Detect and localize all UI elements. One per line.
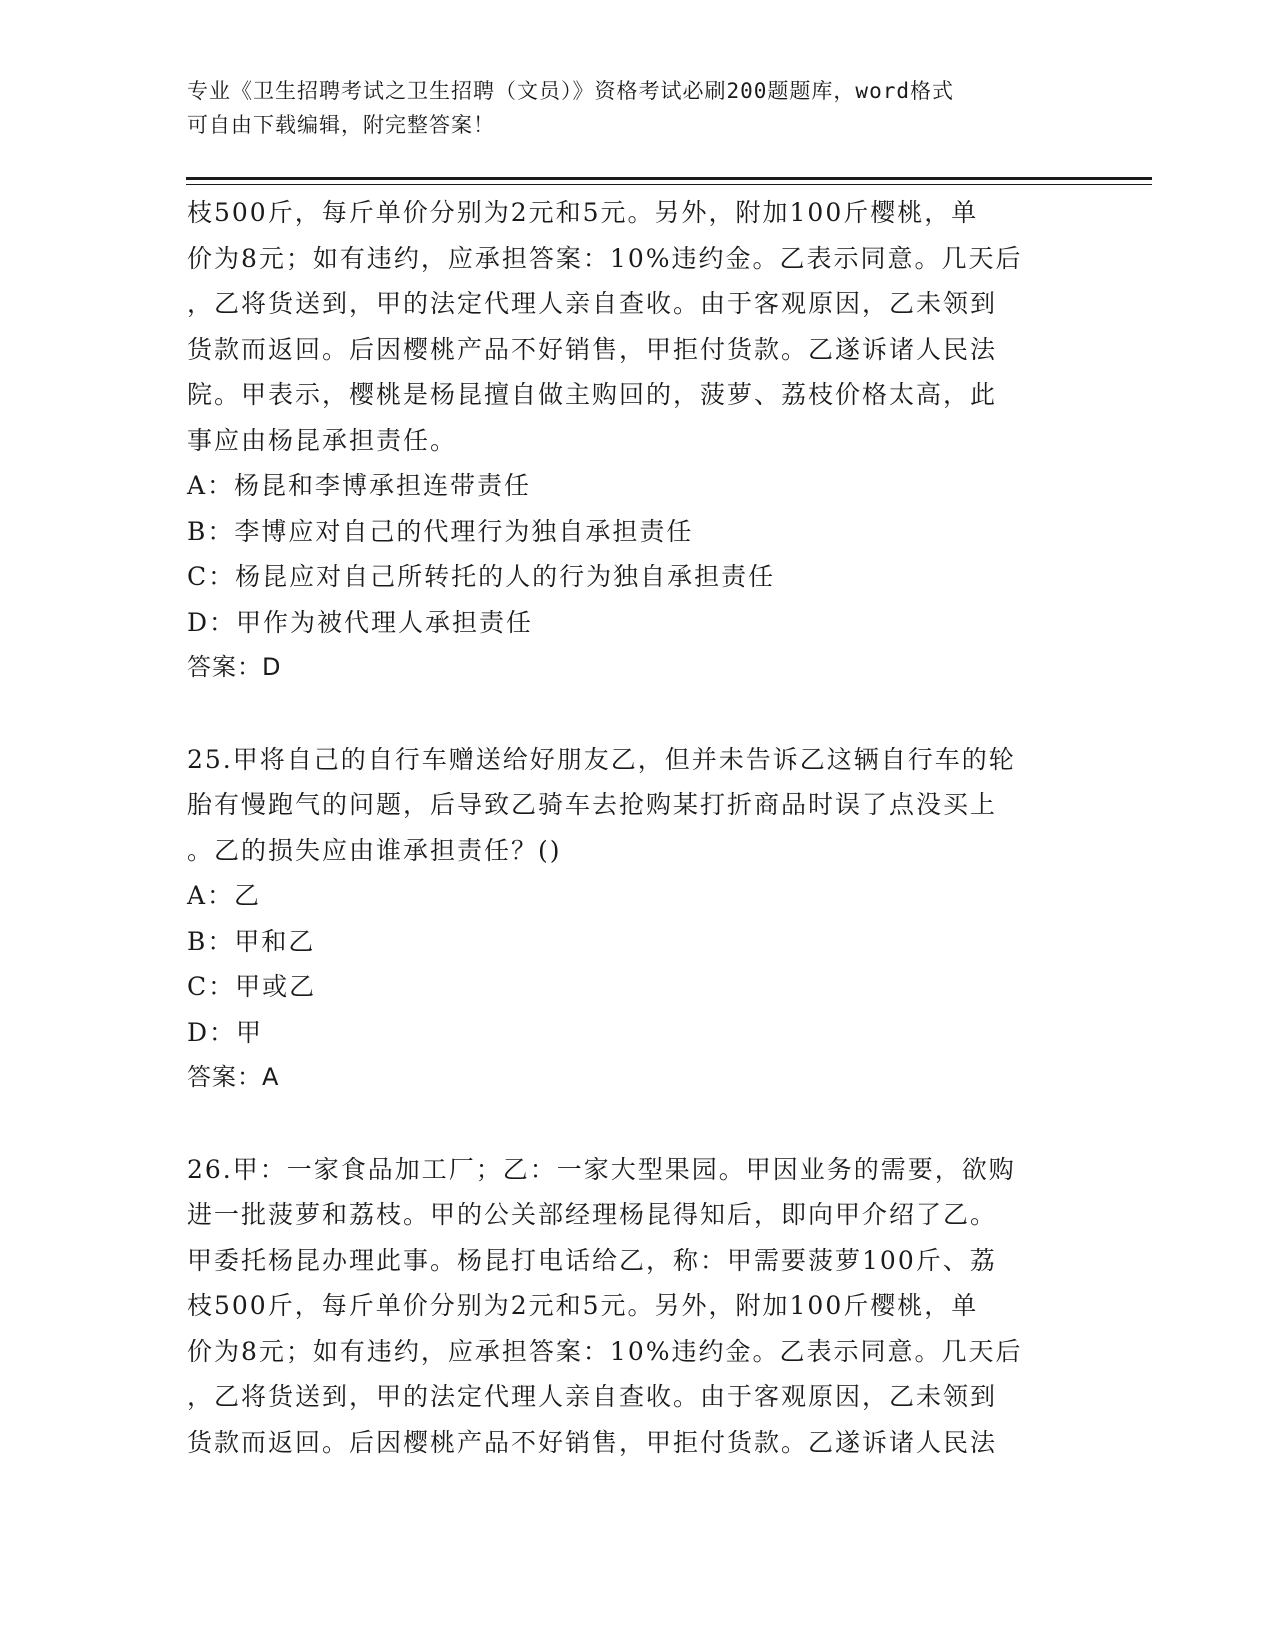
answer: 答案：A [187,1063,280,1091]
question-text [187,1147,1087,1466]
text-line: 26.甲：一家食品加工厂；乙：一家大型果园。甲因业务的需要，欲购 [187,1154,1016,1184]
text-line: 进一批菠萝和荔枝。甲的公关部经理杨昆得知后，即向甲介绍了乙。 [187,1200,998,1229]
text-line: 枝500斤，每斤单价分别为2元和5元。另外，附加100斤樱桃，单 [187,198,979,227]
question-26 [187,1147,1087,1466]
option-a: A：乙 [187,881,262,910]
text-line: 25.甲将自己的自行车赠送给好朋友乙，但并未告诉乙这辆自行车的轮 [187,744,1016,774]
text-line: ，乙将货送到，甲的法定代理人亲自查收。由于客观原因，乙未领到 [187,289,998,318]
option-c: C：甲或乙 [187,972,317,1001]
option-b: B：李博应对自己的代理行为独自承担责任 [187,516,694,546]
document-body [187,190,1087,1465]
text-line: 。乙的损失应由谁承担责任？() [187,835,562,865]
option-d: D：甲作为被代理人承担责任 [187,607,534,637]
spacer [187,691,1087,737]
question-24-continued [187,190,1087,691]
question-25 [187,737,1087,1101]
spacer [187,1101,1087,1147]
header-divider-thin [186,184,1152,185]
question-text [187,737,1087,874]
header-divider-thick [186,177,1152,180]
text-line: 货款而返回。后因樱桃产品不好销售，甲拒付货款。乙遂诉诸人民法 [187,1427,998,1457]
question-text [187,190,1087,463]
text-line: 价为8元；如有违约，应承担答案：10%违约金。乙表示同意。几天后 [187,1336,1023,1366]
header-line: 专业《卫生招聘考试之卫生招聘（文员）》资格考试必刷200题题库，word格式 [187,79,954,103]
option-c: C：杨昆应对自己所转托的人的行为独自承担责任 [187,562,776,591]
header-line: 可自由下载编辑，附完整答案！ [187,113,495,137]
text-line: 事应由杨昆承担责任。 [187,425,458,455]
text-line: 枝500斤，每斤单价分别为2元和5元。另外，附加100斤樱桃，单 [187,1291,979,1320]
text-line: 胎有慢跑气的问题，后导致乙骑车去抢购某打折商品时误了点没买上 [187,790,998,819]
text-line: 院。甲表示，樱桃是杨昆擅自做主购回的，菠萝、荔枝价格太高，此 [187,380,998,409]
option-a: A：杨昆和李博承担连带责任 [187,471,532,500]
text-line: 甲委托杨昆办理此事。杨昆打电话给乙，称：甲需要菠萝100斤、荔 [187,1245,997,1275]
answer: 答案：D [187,653,282,681]
text-line: 价为8元；如有违约，应承担答案：10%违约金。乙表示同意。几天后 [187,243,1023,273]
option-d: D：甲 [187,1017,264,1047]
option-b: B：甲和乙 [187,926,316,956]
document-header [187,74,1067,142]
text-line: 货款而返回。后因樱桃产品不好销售，甲拒付货款。乙遂诉诸人民法 [187,334,998,364]
text-line: ，乙将货送到，甲的法定代理人亲自查收。由于客观原因，乙未领到 [187,1382,998,1411]
